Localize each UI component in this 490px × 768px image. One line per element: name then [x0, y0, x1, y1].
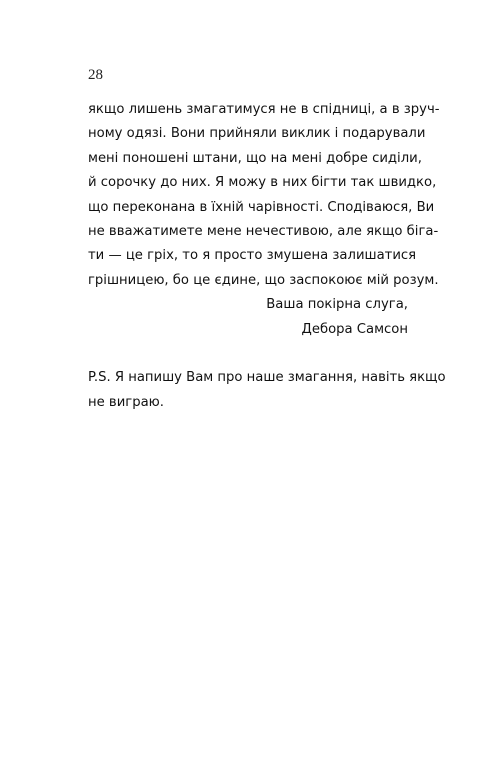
letter-line: що переконана в їхній чарівності. Сподіваюся, Ви	[88, 199, 435, 215]
paragraph-spacer	[88, 342, 408, 366]
letter-closing: Ваша покірна слуга,	[266, 297, 408, 313]
letter-line: й сорочку до них. Я можу в них бігти так швидко,	[88, 175, 437, 191]
page-number: 28	[88, 67, 103, 83]
letter-line: не вважатимете мене нечестивою, але якщо біга-	[88, 223, 439, 239]
postscript-line: P.S. Я напишу Вам про наше змагання, навіть якщо	[88, 370, 446, 386]
letter-line: грішницею, бо це єдине, що заспокоює мій розум.	[88, 272, 439, 288]
letter-line: якщо лишень змагатимуся не в спідниці, а в зруч-	[88, 102, 440, 117]
letter-line: ному одязі. Вони прийняли виклик і подарували	[88, 126, 426, 142]
letter-signature: Дебора Самсон	[301, 321, 408, 337]
letter-line: ти — це гріх, то я просто змушена залишатися	[88, 248, 417, 264]
letter-content	[88, 98, 446, 415]
postscript-line: не виграю.	[88, 394, 164, 410]
letter-line: мені поношені штани, що на мені добре сиділи,	[88, 150, 422, 166]
